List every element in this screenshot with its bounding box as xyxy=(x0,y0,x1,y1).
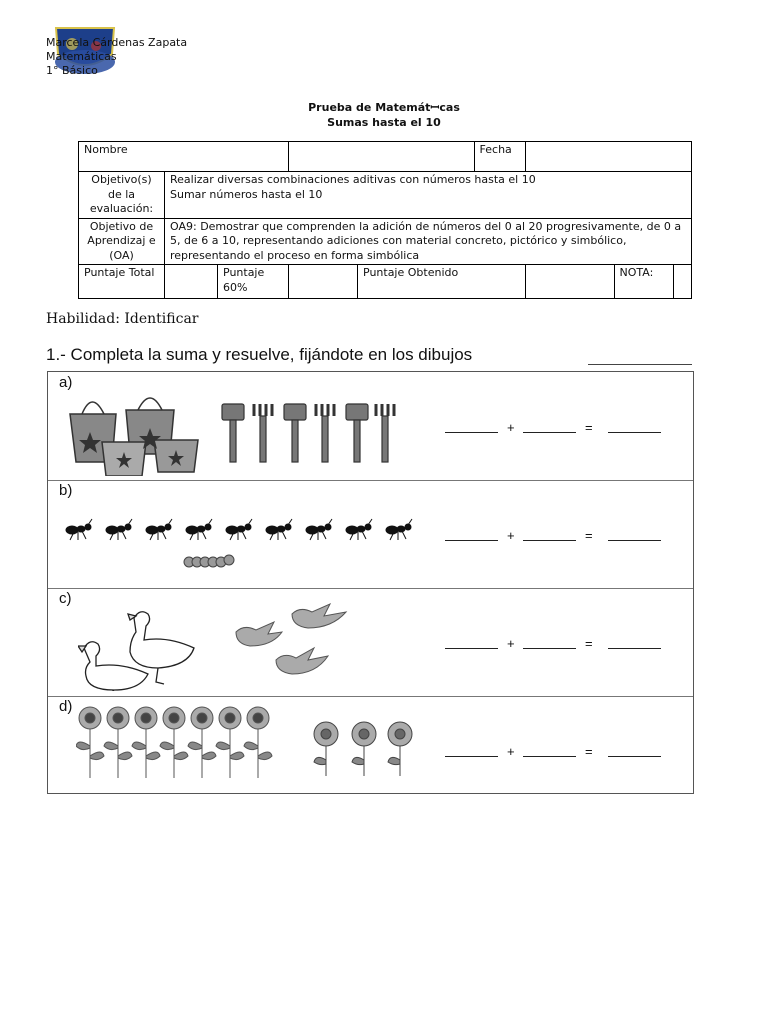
equals-sign: = xyxy=(585,528,593,543)
answer-blank-result[interactable] xyxy=(608,432,661,433)
exercise-row-c xyxy=(48,588,693,697)
equals-sign: = xyxy=(585,636,593,651)
plus-sign: + xyxy=(507,528,515,543)
objective-1: Realizar diversas combinaciones aditivas con números hasta el 10 xyxy=(170,173,536,186)
answer-blank-result[interactable] xyxy=(608,540,661,541)
test-title xyxy=(0,100,768,130)
answer-blank-2[interactable] xyxy=(523,756,576,757)
grade-field[interactable] xyxy=(673,265,691,299)
sixty-score-label: Puntaje 60% xyxy=(218,265,289,299)
answer-blank-1[interactable] xyxy=(445,756,498,757)
answer-blank-2[interactable] xyxy=(523,648,576,649)
flower-icon xyxy=(310,720,422,778)
subject-name: Matemáticas xyxy=(46,50,117,63)
answer-blank-2[interactable] xyxy=(523,540,576,541)
exercise-row-d xyxy=(48,696,693,793)
total-score-label: Puntaje Total xyxy=(79,265,165,299)
answer-blank-1[interactable] xyxy=(445,432,498,433)
date-label-cell: Fecha xyxy=(474,142,525,172)
obtained-score-field[interactable] xyxy=(525,265,614,299)
grade-label: NOTA: xyxy=(614,265,673,299)
equals-sign: = xyxy=(585,420,593,435)
skill-heading: Habilidad: Identificar xyxy=(46,311,199,327)
objective-text xyxy=(165,172,692,219)
bird-icon xyxy=(228,602,348,680)
item-letter: c) xyxy=(59,590,72,607)
oa-label: Objetivo de Aprendizaj e (OA) xyxy=(79,218,165,265)
plus-sign: + xyxy=(507,636,515,651)
plus-sign: + xyxy=(507,420,515,435)
date-field[interactable] xyxy=(525,142,691,172)
ant-icon xyxy=(64,516,429,544)
question-1: 1.- Completa la suma y resuelve, fijándote en los dibujos xyxy=(46,345,473,364)
addition-equation xyxy=(445,746,675,762)
bucket-icon xyxy=(68,384,203,476)
equals-sign: = xyxy=(585,744,593,759)
addition-equation xyxy=(445,638,675,654)
answer-blank-1[interactable] xyxy=(445,540,498,541)
sunflower-icon xyxy=(76,706,291,782)
item-letter: b) xyxy=(59,482,73,499)
total-score-field[interactable] xyxy=(165,265,218,299)
grade-level: 1° Básico xyxy=(46,64,98,77)
duck-icon xyxy=(78,606,203,691)
objective-label: Objetivo(s) de la evaluación: xyxy=(79,172,165,219)
answer-blank-result[interactable] xyxy=(608,648,661,649)
answer-blank-1[interactable] xyxy=(445,648,498,649)
obtained-score-label: Puntaje Obtenido xyxy=(358,265,526,299)
name-field[interactable] xyxy=(289,142,475,172)
oa-text: OA9: Demostrar que comprenden la adición de números del 0 al 20 progresivamente, de 0 a 5, de 6 a 10, representando adiciones con material concreto, pictórico y simbólico, representando el proceso en forma simbólica xyxy=(165,218,692,265)
name-label-cell: Nombre xyxy=(79,142,289,172)
plus-sign: + xyxy=(507,744,515,759)
exercise-row-a xyxy=(48,372,693,481)
garden-tool-icon xyxy=(218,402,403,464)
exercise-box xyxy=(47,371,694,794)
sixty-score-field[interactable] xyxy=(289,265,358,299)
answer-blank-result[interactable] xyxy=(608,756,661,757)
test-title-line2: Sumas hasta el 10 xyxy=(327,116,441,129)
addition-equation xyxy=(445,530,675,546)
addition-equation xyxy=(445,422,675,438)
test-title-line1: Prueba de Matemátꟷcas xyxy=(308,101,460,114)
score-line xyxy=(588,364,692,365)
exercise-row-b xyxy=(48,480,693,589)
objective-2: Sumar números hasta el 10 xyxy=(170,187,323,201)
item-letter: d) xyxy=(59,698,73,715)
info-table xyxy=(78,141,692,299)
caterpillar-icon xyxy=(183,550,235,572)
header-info xyxy=(46,36,187,78)
teacher-name: Marcela Cárdenas Zapata xyxy=(46,36,188,49)
item-letter: a) xyxy=(59,374,73,391)
answer-blank-2[interactable] xyxy=(523,432,576,433)
